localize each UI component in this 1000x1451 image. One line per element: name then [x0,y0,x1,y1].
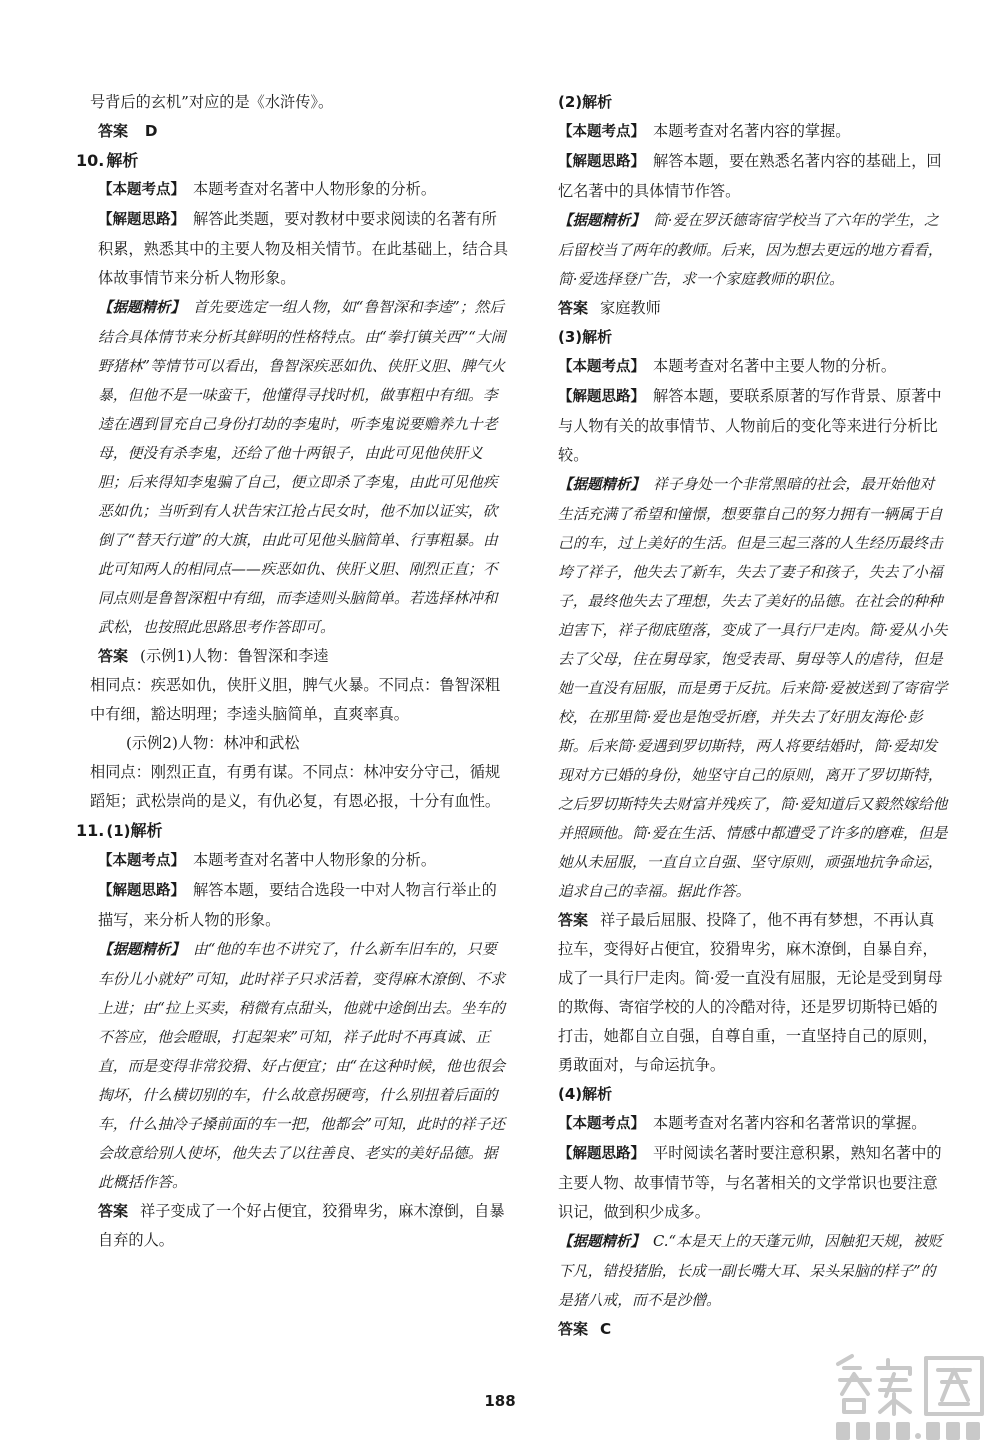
p3-silu [558,382,948,470]
p2-answer [558,294,948,323]
q10-jingxi [90,293,510,642]
q10-silu [90,205,510,293]
answer-label: 答案 [98,647,129,665]
kaodian-text: 本题考查对名著中主要人物的分析。 [653,357,896,375]
sub-number: (3) [558,328,583,346]
jingxi-text: 首先要选定一组人物，如“鲁智深和李逵”；然后结合具体情节来分析其鲜明的性格特点。由“拳打镇关西”“大闹野猪林”等情节可以看出，鲁智深疾恶如仇、侠肝义胆、脾气火暴，但他不是一味蛮干，他懂得寻找时机，做事粗中有细。李逵在遇到冒充自己身份打劫的李鬼时，听李鬼说要赡养九十老母，便没有杀李鬼，还给了他十两银子，由此可见他侠肝义胆；后来得知李鬼骗了自己，便立即杀了李鬼，由此可见他疾恶如仇；当听到有人状告宋江抢占民女时，他不加以证实，砍倒了“替天行道”的大旗，由此可见他头脑简单、行事粗暴。由此可知两人的相同点——疾恶如仇、侠肝义胆、刚烈正直；不同点则是鲁智深粗中有细，而李逵则头脑简单。若选择林冲和武松，也按照此思路思考作答即可。 [98,299,506,636]
tag-kaodian: 【本题考点】 [558,1116,645,1132]
p4-kaodian [558,1109,948,1139]
tag-jingxi: 【据题精析】 [558,477,645,493]
answer-text: 家庭教师 [600,299,661,317]
part-4-heading [558,1080,948,1109]
tag-silu: 【解题思路】 [98,883,185,899]
silu-text: 解答此类题，要对教材中要求阅读的名著有所积累，熟悉其中的主要人物及相关情节。在此基础上，结合具体故事情节来分析人物形象。 [98,210,509,287]
sub-number: (1) [106,822,131,840]
question-number: 11. [76,821,105,840]
p4-silu [558,1139,948,1227]
example1-head: (示例1)人物：鲁智深和李逵 [140,647,329,665]
jingxi-text: 祥子身处一个非常黑暗的社会，最开始他对生活充满了希望和憧憬，想要靠自己的努力拥有一辆属于自己的车，过上美好的生活。但是三起三落的人生经历最终击垮了祥子，他失去了新车，失去了妻子和孩子，失去了小福子，最终他失去了理想，失去了美好的品德。在社会的种种迫害下，祥子彻底堕落，变成了一具行尸走肉。简·爱从小失去了父母，住在舅母家，饱受表哥、舅母等人的虐待，但是她一直没有屈服，而是勇于反抗。后来简·爱被送到了寄宿学校，在那里简·爱也是饱受折磨，并失去了好朋友海伦·彭斯。后来简·爱遇到罗切斯特，两人将要结婚时，简·爱却发现对方已婚的身份，她坚守自己的原则，离开了罗切斯特，之后罗切斯特失去财富并残疾了，简·爱知道后又毅然嫁给他并照顾他。简·爱在生活、情感中都遭受了许多的磨难，但是她从未屈服，一直自立自强、坚守原则，顽强地抗争命运，追求自己的幸福。据此作答。 [558,476,948,900]
page-number: 188 [484,1392,516,1410]
silu-text: 解答本题，要结合选段一中对人物言行举止的描写，来分析人物的形象。 [98,881,497,929]
answer-label: 答案 [558,1320,589,1338]
left-column [76,88,510,1255]
p4-jingxi [558,1227,948,1315]
example2-body: 相同点：刚烈正直，有勇有谋。不同点：林冲安分守己，循规蹈矩；武松崇尚的是义，有仇必复，有恩必报，十分有血性。 [90,763,501,810]
tag-silu: 【解题思路】 [558,1146,645,1162]
section-label: 解析 [130,821,163,840]
kaodian-text: 本题考查对名著内容的掌握。 [653,122,851,140]
q10-answer [90,642,510,671]
p3-kaodian [558,352,948,382]
example1-body: 相同点：疾恶如仇，侠肝义胆，脾气火暴。不同点：鲁智深粗中有细，豁达明理；李逵头脑简单，直爽率真。 [90,676,501,723]
silu-text: 平时阅读名著时要注意积累，熟知名著中的主要人物、故事情节等，与名著相关的文学常识也要注意识记，做到积少成多。 [558,1144,942,1221]
sub-number: (2) [558,93,583,111]
question-11-heading [76,816,510,846]
question-number: 10. [76,151,105,170]
p2-kaodian [558,117,948,147]
tag-jingxi: 【据题精析】 [98,300,185,316]
kaodian-text: 本题考查对名著内容和名著常识的掌握。 [653,1114,927,1132]
tag-jingxi: 【据题精析】 [558,1234,645,1250]
answer-label: 答案 [98,122,129,140]
tag-jingxi: 【据题精析】 [558,213,645,229]
part-3-heading [558,323,948,352]
q11-silu [90,876,510,935]
silu-text: 解答本题，要在熟悉名著内容的基础上，回忆名著中的具体情节作答。 [558,152,942,200]
tag-kaodian: 【本题考点】 [558,124,645,140]
example2-head: (示例2)人物：林冲和武松 [126,734,300,752]
sub-number: (4) [558,1085,583,1103]
p2-silu [558,147,948,206]
tag-jingxi: 【据题精析】 [98,942,185,958]
p2-jingxi [558,206,948,294]
p4-answer [558,1315,948,1344]
tag-silu: 【解题思路】 [558,154,645,170]
p3-answer [558,906,948,1080]
intro-line: 号背后的玄机”对应的是《水浒传》。 [90,93,334,111]
watermark-logo [830,1350,995,1445]
intro-answer [90,117,510,146]
kaodian-text: 本题考查对名著中人物形象的分析。 [193,180,436,198]
section-label: 解析 [582,93,613,111]
answer-label: 答案 [98,1202,129,1220]
tag-kaodian: 【本题考点】 [98,853,185,869]
q11-jingxi [90,935,510,1197]
p3-jingxi [558,470,948,906]
jingxi-text: C.“本是天上的天蓬元帅，因触犯天规，被贬下凡，错投猪胎，长成一副长嘴大耳、呆头呆脑的样子”的是猪八戒，而不是沙僧。 [558,1233,943,1309]
q11-answer [90,1197,510,1255]
answer-label: 答案 [558,911,589,929]
section-label: 解析 [582,328,613,346]
answer-label: 答案 [558,299,589,317]
section-label: 解析 [582,1085,613,1103]
silu-text: 解答本题，要联系原著的写作背景、原著中与人物有关的故事情节、人物前后的变化等来进行分析比较。 [558,387,942,464]
section-label: 解析 [106,151,139,170]
jingxi-text: 由“他的车也不讲究了，什么新车旧车的，只要车份儿小就好”可知，此时祥子只求活着，变得麻木潦倒、不求上进；由“拉上买卖，稍微有点甜头，他就中途倒出去。坐车的不答应，他会瞪眼，打起架来”可知，祥子此时不再真诚、正直，而是变得非常狡猾、好占便宜；由“在这种时候，他也很会掏坏，什么横切别的车，什么故意拐硬弯，什么别扭着后面的车，什么抽冷子搡前面的车一把，他都会”可知，此时的祥子还会故意给别人使坏，他失去了以往善良、老实的美好品德。据此概括作答。 [98,941,506,1191]
answer-text: 祥子最后屈服、投降了，他不再有梦想，不再认真拉车，变得好占便宜，狡猾卑劣，麻木潦倒，自暴自弃，成了一具行尸走肉。简·爱一直没有屈服，无论是受到舅母的欺侮、寄宿学校的人的冷酷对待，还是罗切斯特已婚的打击，她都自立自强，自尊自重，一直坚持自己的原则，勇敢面对，与命运抗争。 [558,911,943,1074]
part-2-heading [558,88,948,117]
answer-text: 祥子变成了一个好占便宜，狡猾卑劣，麻木潦倒，自暴自弃的人。 [98,1202,505,1249]
tag-silu: 【解题思路】 [98,212,185,228]
right-column [558,88,948,1344]
tag-kaodian: 【本题考点】 [558,359,645,375]
tag-kaodian: 【本题考点】 [98,182,185,198]
question-10-heading [76,146,510,175]
kaodian-text: 本题考查对名著中人物形象的分析。 [193,851,436,869]
jingxi-text: 简·爱在罗沃德寄宿学校当了六年的学生，之后留校当了两年的教师。后来，因为想去更远的地方看看，简·爱选择登广告，求一个家庭教师的职位。 [558,212,943,288]
tag-silu: 【解题思路】 [558,389,645,405]
q10-kaodian [90,175,510,205]
answer-value: C [600,1320,612,1338]
q11-kaodian [90,846,510,876]
answer-value: D [144,122,158,140]
